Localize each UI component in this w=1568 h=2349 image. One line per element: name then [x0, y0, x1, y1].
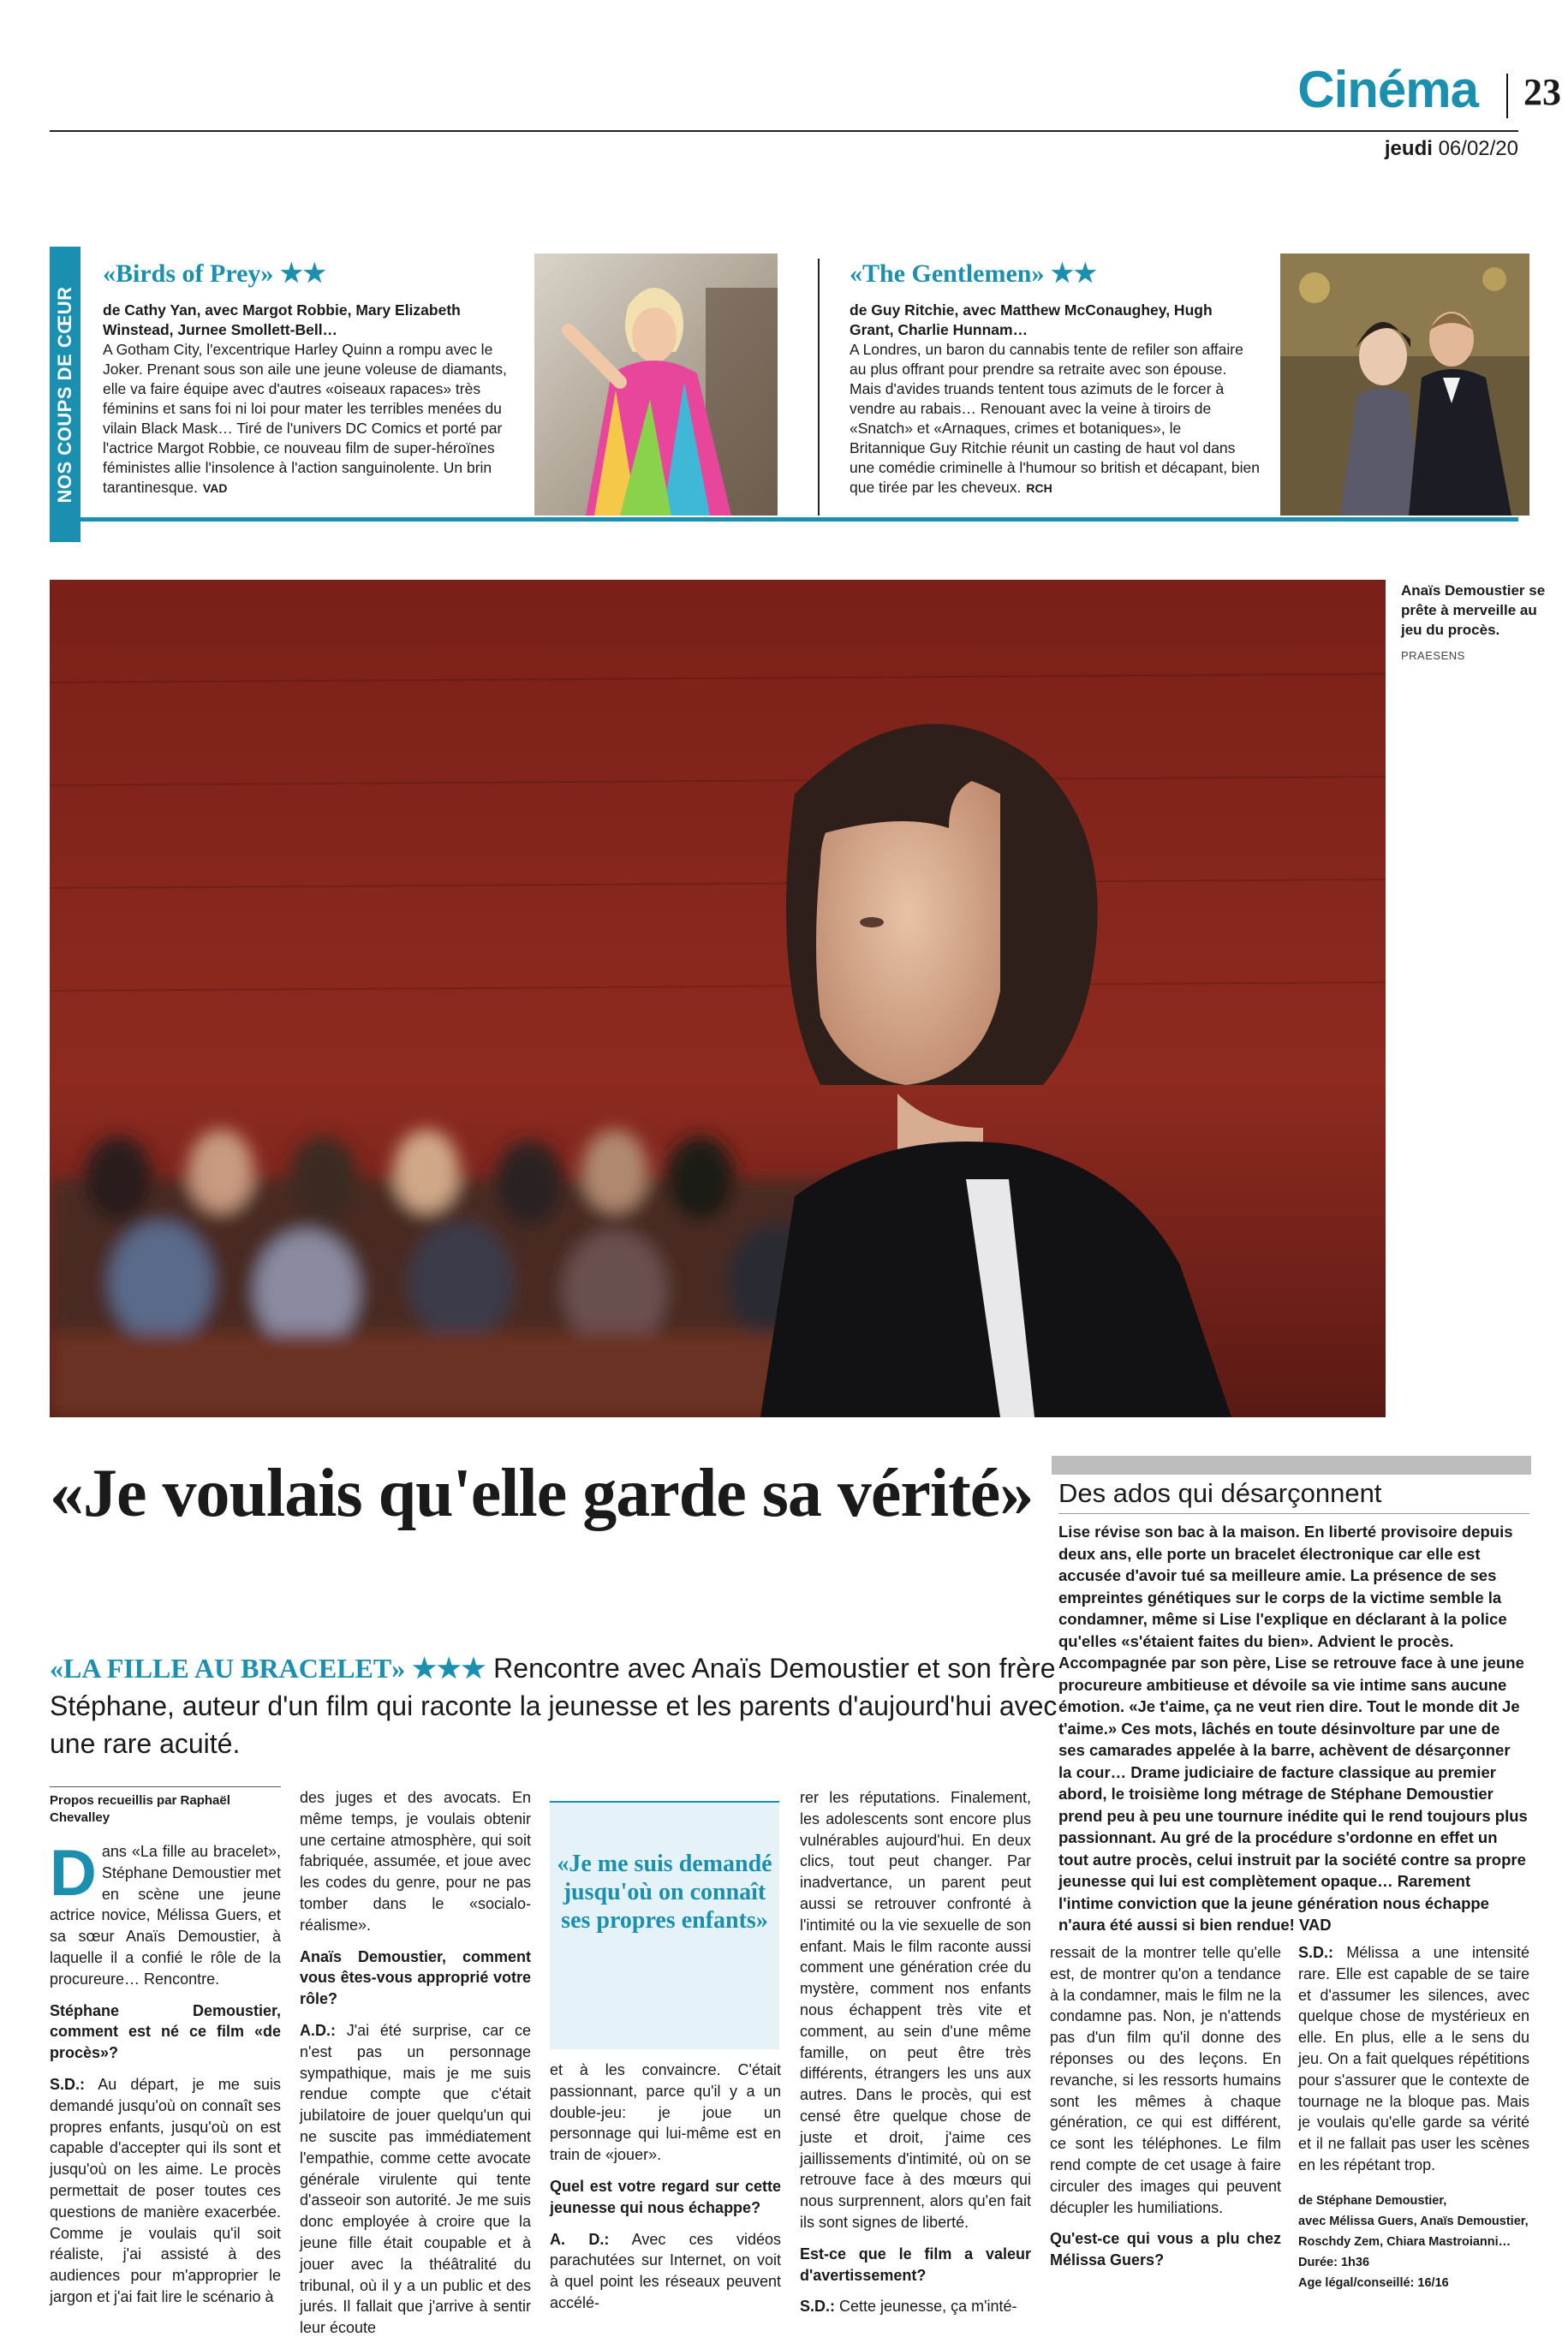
deck-lead: «LA FILLE AU BRACELET» ★★★ [50, 1653, 486, 1684]
review-body: A Londres, un baron du cannabis tente de refiler son affaire au plus offrant pour prendre sa retraite avec son épouse. Mais d'avides truands tentent tous azimuts de le forcer à vendre au rabais… Renouant avec la veine à tiroirs de «Snatch» et «Arnaques, crimes et botaniques», le Britannique Guy Ritchie réunit un casting de haut vol dans une comédie criminelle à l'humour so british et décapant, bien que tirée par les cheveux. RCH [850, 341, 1261, 496]
review-title: «Birds of Prey» ★★ [103, 259, 326, 288]
answer-4: S.D.: Cette jeunesse, ça m'inté- [800, 2298, 1017, 2316]
review-credits: de Cathy Yan, avec Margot Robbie, Mary Elizabeth Winstead, Jurnee Smollett-Bell… [103, 301, 461, 338]
answer-1-cont: des juges et des avocats. En même temps, je voulais obtenir une certaine atmosphère, qui soit fabriquée, assumée, et joue avec les codes du genre, pour ne pas tomber dans le «socialo-réalisme». [300, 1789, 531, 1934]
credits-line: Age légal/conseillé: 16/16 [1298, 2276, 1449, 2290]
review-the-gentlemen [850, 259, 1261, 498]
answer-1: S.D.: Au départ, je me suis demandé jusqu'où on connaît ses propres enfants, jusqu'où on est capable d'accepter qui ils sont et jusqu'où on les aime. Le procès permettait de poser toutes ces questions de manière exacerbée. Comme je voulais qu'il soit réaliste, j'ai assisté à des audiences pour m'approprier le jargon et j'ai fait lire le scénario à [50, 2075, 281, 2305]
article-column-5 [1050, 1942, 1281, 2281]
review-photo-birds-of-prey [534, 253, 778, 516]
article-byline: Propos recueillis par Raphaël Chevalley [50, 1786, 281, 1827]
sidebar-title: Des ados qui désarçonnent [1058, 1478, 1382, 1508]
review-credits: de Guy Ritchie, avec Matthew McConaughey, Hugh Grant, Charlie Hunnam… [850, 301, 1213, 338]
header-rule [50, 130, 1518, 132]
film-credits [1298, 2191, 1529, 2293]
pull-quote-text: «Je me suis demandé jusqu'où on connaît ses propres enfants» [557, 1851, 772, 1934]
photo-caption: Anaïs Demoustier se prête à merveille au jeu du procès. [1401, 582, 1546, 638]
article-column-2 [300, 1787, 531, 2349]
deck-text: Rencontre avec Anaïs Demoustier et son frère Stéphane, auteur d'un film qui raconte la jeunesse et les parents d'aujourd'hui avec une rare acuité. [50, 1653, 1058, 1759]
answer-2: A.D.: J'ai été surprise, car ce n'est pas un personnage sympathique, mais je me suis rendue compte que c'était jubilatoire de jouer quelqu'un qui ne suscite pas immédiatement l'empathie, comme cette avocate générale virulente qui tente d'asseoir son autorité. Je me suis donc employée à croire que la jeune fille était coupable et à jouer avec la théâtralité du tribunal, où il y a un public et des jurés. Il fallait que j'arrive à sentir leur écoute [300, 2021, 531, 2337]
question-4: Est-ce que le film a valeur d'avertissement? [800, 2245, 1031, 2284]
credits-line: de Stéphane Demoustier, [1298, 2194, 1447, 2208]
date-day: jeudi [1384, 137, 1433, 160]
pull-quote [550, 1801, 779, 2049]
answer-5: S.D.: Mélissa a une intensité rare. Elle est capable de se taire et d'assumer les silences, avec quelque chose de mystérieux en elle. En plus, elle a le sens du jeu. On a fait quelques répétitions pour s'assurer que le contexte de tournage ne la bloque pas. Mais je voulais qu'elle garde sa vérité et il ne fallait pas user les scènes en les répétant trop. [1298, 1944, 1529, 2173]
review-separator [818, 259, 820, 516]
hero-photo [50, 580, 1386, 1417]
credits-line: Durée: 1h36 [1298, 2256, 1370, 2269]
section-title: Cinéma [1297, 61, 1478, 118]
photo-credit: PRAESENS [1401, 649, 1465, 662]
answer-3-cont: rer les réputations. Finalement, les adolescents sont encore plus vulnérables aujourd'hui. En deux clics, tout peut changer. Par inadvertance, un parent peut aussi se retrouver confronté à l'intimité ou la vie sexuelle de son enfant. Mais le film raconte aussi comment une génération crée du mystère, comment nos enfants nous échappent très vite et comment, au sein d'une même famille, on peut être très différents, étrangers les uns aux autres. Dans le procès, qui est censé être quelque chose de juste et droit, j'aime ces jaillissements d'intimité, où on se retrouve face à des mœurs qui nous surprennent, alors qu'en fait ils sont signes de liberté. [800, 1789, 1031, 2231]
review-signature: RCH [1026, 481, 1052, 495]
article-intro: Dans «La fille au bracelet», Stéphane Demoustier met en scène une jeune actrice novice, Mélissa Guers, et sa sœur Anaïs Demoustier, à laquelle il a confié le rôle de la procureure… Rencontre. [50, 1837, 281, 1988]
article-column-1 [50, 1837, 281, 2318]
review-birds-of-prey [103, 259, 514, 498]
review-signature: VAD [202, 481, 228, 495]
coeur-label [50, 247, 80, 542]
question-5: Qu'est-ce qui vous a plu chez Mélissa Guers? [1050, 2230, 1281, 2269]
dropcap: D [50, 1837, 97, 1910]
question-2: Anaïs Demoustier, comment vous êtes-vous approprié votre rôle? [300, 1947, 531, 2008]
review-body: A Gotham City, l'excentrique Harley Quinn a rompu avec le Joker. Prenant sous son aile une jeune voleuse de diamants, elle va faire équipe avec d'autres «oiseaux rapaces» très féminins et sans foi ni loi pour mater les terribles menées du vilain Black Mask… Tiré de l'univers DC Comics et porté par l'actrice Margot Robbie, ce nouveau film de super-héroïnes féministes allie l'insolence à l'action sanguinolente. Un brin tarantinesque. VAD [103, 341, 507, 496]
coeur-bottom-rule [50, 517, 1518, 522]
sidebar-rule [1058, 1513, 1529, 1514]
question-3: Quel est votre regard sur cette jeunesse qui nous échappe? [550, 2177, 781, 2216]
review-title: «The Gentlemen» ★★ [850, 259, 1097, 288]
date-value: 06/02/20 [1438, 137, 1518, 160]
coeur-label-text: NOS COUPS DE CŒUR [54, 286, 75, 503]
sidebar-body: Lise révise son bac à la maison. En liberté provisoire depuis deux ans, elle porte un bracelet électronique car elle est accusée d'avoir tué sa meilleure amie. La présence de ses empreintes génétiques sur le corps de la victime semble la condamner, même si Lise l'explique en déclarant à la police qu'elles «s'étaient faites du bien». Advient le procès. Accompagnée par son père, Lise se retrouve face à une jeune procureure ambitieuse et dévoile sa vie intime sans aucune émotion. «Je t'aime, ça ne veut rien dire. Tout le monde dit Je t'aime.» Ces mots, lâchés en toute désinvolture par une de ses camarades appelée à la barre, achèvent de désarçonner la cour… Drame judiciaire de facture classique au premier abord, le troisième long métrage de Stéphane Demoustier prend peu à peu une tournure inédite qui le rend toujours plus passionnant. Au gré de la procédure s'ordonne en effet un tout autre procès, celui instruit par la société contre sa propre jeunesse qui lui est complètement opaque… Rarement l'intime conviction que la jeune génération nous échappe n'aura été aussi si bien rendue! VAD [1058, 1523, 1528, 1934]
article-column-6 [1298, 1942, 1529, 2186]
credits-line: Roschdy Zem, Chiara Mastroianni… [1298, 2235, 1511, 2249]
sidebar-signature: VAD [1298, 1916, 1332, 1934]
article-deck [50, 1649, 1060, 1762]
header-separator [1506, 74, 1508, 118]
article-headline: «Je voulais qu'elle garde sa vérité» [50, 1456, 1034, 1531]
page-number: 23 [1523, 71, 1561, 113]
review-photo-the-gentlemen [1280, 253, 1529, 516]
answer-3: A. D.: Avec ces vidéos parachutées sur Internet, on voit à quel point les réseaux peuvent accélé- [550, 2230, 781, 2311]
question-1: Stéphane Demoustier, comment est né ce film «de procès»? [50, 2001, 281, 2062]
article-column-4 [800, 1787, 1031, 2328]
article-column-3 [550, 2060, 781, 2324]
credits-line: avec Mélissa Guers, Anaïs Demoustier, [1298, 2215, 1529, 2228]
answer-2-cont: et à les convaincre. C'était passionnant, parce qu'il y a un double-jeu: je joue un personnage qui lui-même est en train de «jouer». [550, 2061, 781, 2164]
answer-4-cont: ressait de la montrer telle qu'elle est, de montrer qu'on a tendance à la condamner, mais le film ne la condamne pas. Non, je n'attends pas d'un film qu'il donne des réponses ou des leçons. En revanche, si les ressorts humains sont les mêmes à chaque génération, ce qui est différent, ce sont les téléphones. Le film rend compte de cet usage à faire circuler des images qui peuvent décupler les humiliations. [1050, 1944, 1281, 2216]
date-line [1385, 137, 1518, 161]
sidebar-topbar [1052, 1456, 1531, 1475]
